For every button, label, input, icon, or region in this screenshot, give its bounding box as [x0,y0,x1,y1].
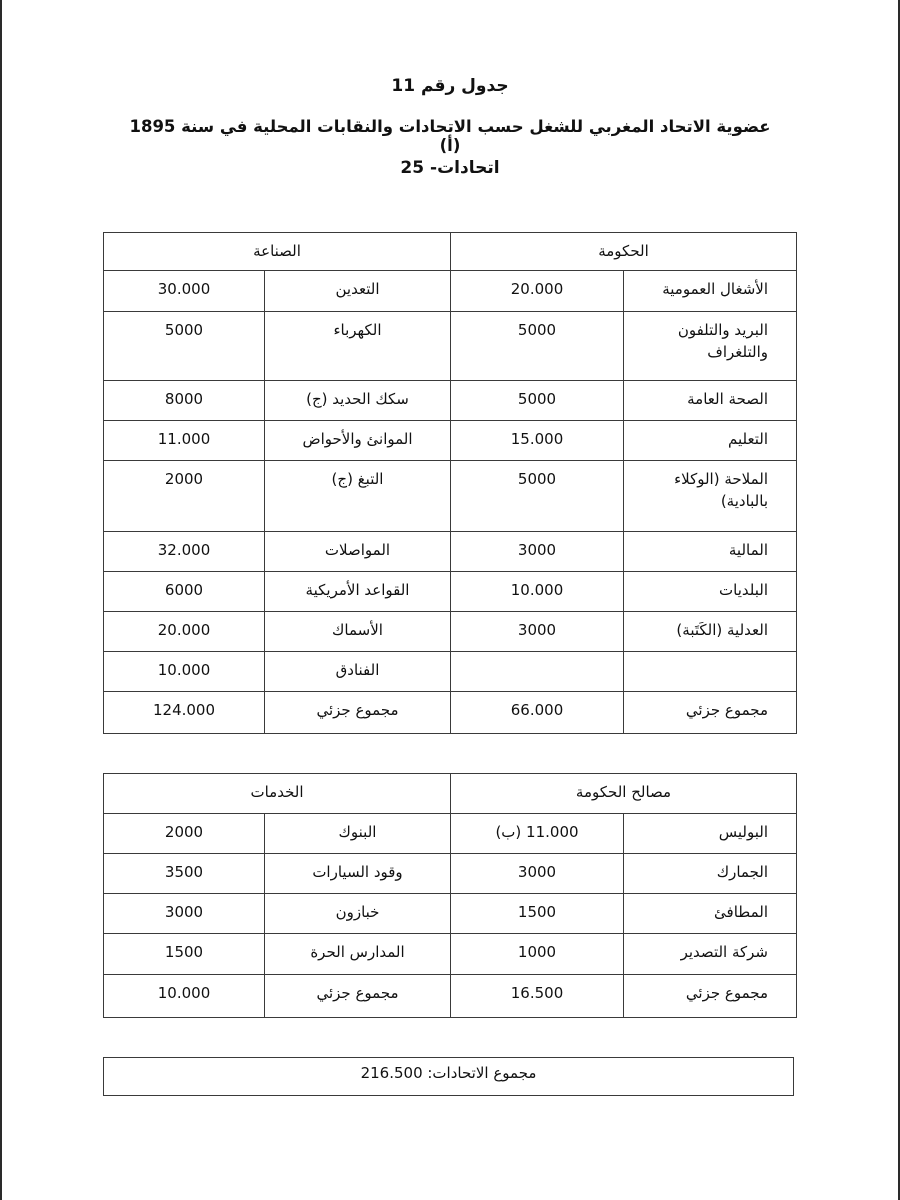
industry-value: 6000 [104,572,265,612]
gov-value: 1000 [451,934,624,975]
government-header: الحكومة [451,233,797,271]
gov-label: التعليم [624,421,797,461]
industry-value: 10.000 [104,652,265,692]
gov-subtotal-label: مجموع جزئي [624,975,797,1018]
gov-value: 3000 [451,532,624,572]
table-row [104,612,797,652]
industry-value: 8000 [104,381,265,421]
grand-total-box [103,1057,794,1096]
gov-label: الأشغال العمومية [624,271,797,312]
table-row [104,421,797,461]
industry-label: الأسماك [265,612,451,652]
services-label: وقود السيارات [265,854,451,894]
gov-subtotal-label: مجموع جزئي [624,692,797,734]
gov-value: 3000 [451,854,624,894]
services-header: الخدمات [104,774,451,814]
industry-label: سكك الحديد (ج) [265,381,451,421]
gov-value: 5000 [451,381,624,421]
services-value: 1500 [104,934,265,975]
gov-subtotal-value: 16.500 [451,975,624,1018]
gov-label: شركة التصدير [624,934,797,975]
grand-total-text: مجموع الاتحادات: 216.500 [360,1064,537,1082]
industry-value: 32.000 [104,532,265,572]
industry-subtotal-label: مجموع جزئي [265,692,451,734]
table-row [104,532,797,572]
industry-label: الفنادق [265,652,451,692]
industry-value: 30.000 [104,271,265,312]
gov-value: 10.000 [451,572,624,612]
gov-label: الملاحة (الوكلاء بالبادية) [624,461,797,532]
services-label: خبازون [265,894,451,934]
gov-services-header: مصالح الحكومة [451,774,797,814]
industry-value: 2000 [104,461,265,532]
gov-value: 11.000 (ب) [451,814,624,854]
gov-label: البريد والتلفون والتلغراف [624,312,797,381]
services-subtotal-value: 10.000 [104,975,265,1018]
industry-label: الكهرباء [265,312,451,381]
table-row [104,814,797,854]
industry-label: التعدين [265,271,451,312]
industry-subtotal-value: 124.000 [104,692,265,734]
gov-subtotal-value: 66.000 [451,692,624,734]
gov-label: العدلية (الكَتَبة) [624,612,797,652]
table-row [104,461,797,532]
government-industry-table [103,232,797,734]
gov-label: المطافئ [624,894,797,934]
industry-value: 20.000 [104,612,265,652]
industry-label: الموانئ والأحواض [265,421,451,461]
table-row [104,381,797,421]
table-row [104,572,797,612]
industry-label: التبغ (ج) [265,461,451,532]
table-row [104,652,797,692]
unions-count-line: اتحادات- 25 [400,158,500,178]
gov-label [624,652,797,692]
gov-label: المالية [624,532,797,572]
gov-value: 3000 [451,612,624,652]
gov-label: الجمارك [624,854,797,894]
table-row [104,271,797,312]
table-row [104,312,797,381]
table-row [104,854,797,894]
gov-label: البلديات [624,572,797,612]
table-row [104,894,797,934]
subtotal-row [104,975,797,1018]
gov-value: 1500 [451,894,624,934]
gov-label: الصحة العامة [624,381,797,421]
services-table [103,773,797,1018]
gov-value: 5000 [451,461,624,532]
services-label: المدارس الحرة [265,934,451,975]
industry-header: الصناعة [104,233,451,271]
services-value: 3500 [104,854,265,894]
table-subtitle: عضوية الاتحاد المغربي للشغل حسب الاتحادات والنقابات المحلية في سنة 1895 (أ) [129,117,771,155]
services-label: البنوك [265,814,451,854]
industry-value: 11.000 [104,421,265,461]
gov-value: 20.000 [451,271,624,312]
services-value: 2000 [104,814,265,854]
industry-label: المواصلات [265,532,451,572]
services-subtotal-label: مجموع جزئي [265,975,451,1018]
gov-value: 15.000 [451,421,624,461]
subtotal-row [104,692,797,734]
gov-value: 5000 [451,312,624,381]
industry-value: 5000 [104,312,265,381]
page-border-left [0,0,2,1200]
services-value: 3000 [104,894,265,934]
table-row [104,934,797,975]
industry-label: القواعد الأمريكية [265,572,451,612]
gov-label: البوليس [624,814,797,854]
gov-value [451,652,624,692]
table-number-title: جدول رقم 11 [391,76,509,96]
